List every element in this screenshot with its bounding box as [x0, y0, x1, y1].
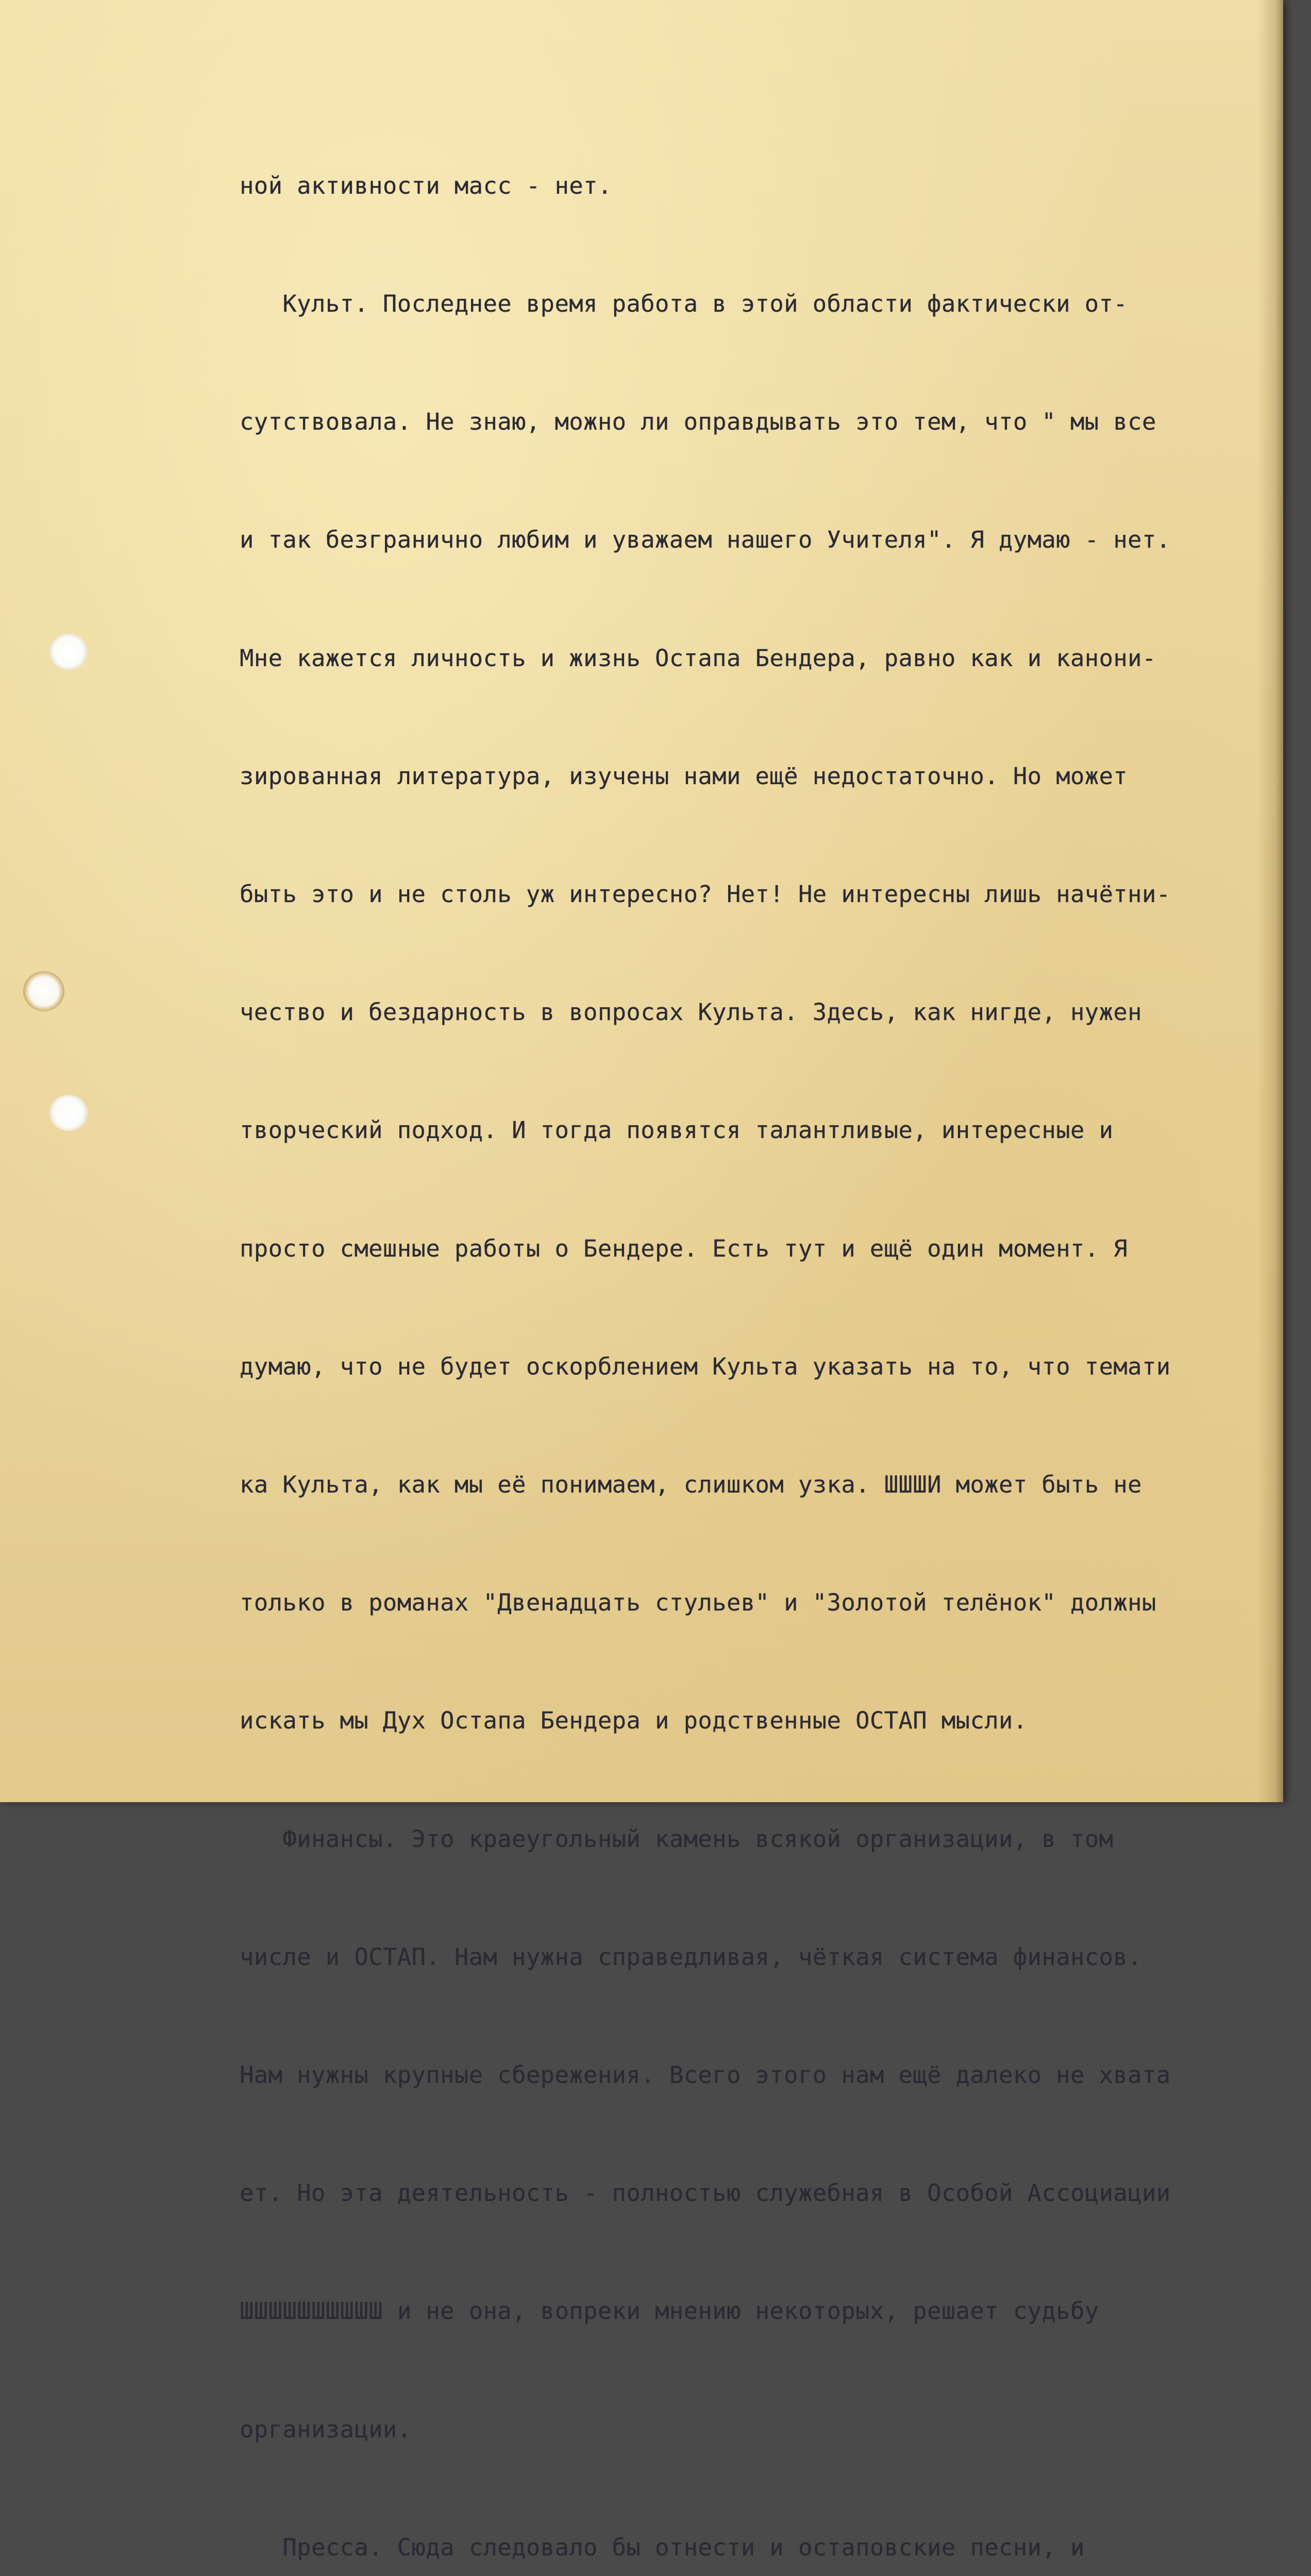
text-line: Культ. Последнее время работа в этой области фактически от- [240, 290, 1128, 318]
text-line: Финансы. Это краеугольный камень всякой организации, в том [240, 1825, 1114, 1853]
text-line: чество и бездарность в вопросах Культа. Здесь, как нигде, нужен [240, 998, 1142, 1026]
text-line: просто смешные работы о Бендере. Есть тут и ещё один момент. Я [240, 1234, 1128, 1262]
punch-hole [49, 634, 88, 670]
typed-text-body [240, 88, 1291, 2576]
text-line: Мне кажется личность и жизнь Остапа Бендера, равно как и канони- [240, 644, 1156, 672]
text-line: ной активности масс - нет. [240, 172, 612, 199]
text-line: организации. [240, 2415, 412, 2443]
text-line: ШШШШШШШШШШ и не она, вопреки мнению некоторых, решает судьбу [240, 2297, 1099, 2325]
punch-hole [23, 971, 64, 1011]
text-line: сутствовала. Не знаю, можно ли оправдывать это тем, что " мы все [240, 408, 1156, 436]
text-line: творческий подход. И тогда появятся талантливые, интересные и [240, 1116, 1114, 1144]
text-line: только в романах "Двенадцать стульев" и "Золотой телёнок" должны [240, 1589, 1156, 1617]
text-line: Нам нужны крупные сбережения. Всего этого нам ещё далеко не хвата [240, 2061, 1171, 2089]
text-line: быть это и не столь уж интересно? Нет! Не интересны лишь начётни- [240, 880, 1171, 908]
text-line: думаю, что не будет оскорблением Культа указать на то, что темати [240, 1352, 1171, 1380]
text-line: ет. Но эта деятельность - полностью служебная в Особой Ассоциации [240, 2179, 1171, 2207]
text-line: Пресса. Сюда следовало бы отнести и остаповские песни, и [240, 2533, 1085, 2561]
text-line: искать мы Дух Остапа Бендера и родственные ОСТАП мысли. [240, 1707, 1028, 1735]
text-line: ка Культа, как мы её понимаем, слишком узка. ШШШИ может быть не [240, 1471, 1142, 1499]
text-line: числе и ОСТАП. Нам нужна справедливая, чёткая система финансов. [240, 1943, 1142, 1971]
text-line: зированная литература, изучены нами ещё недостаточно. Но может [240, 762, 1128, 790]
text-line: и так безгранично любим и уважаем нашего Учителя". Я думаю - нет. [240, 526, 1171, 554]
punch-hole [49, 1095, 88, 1131]
